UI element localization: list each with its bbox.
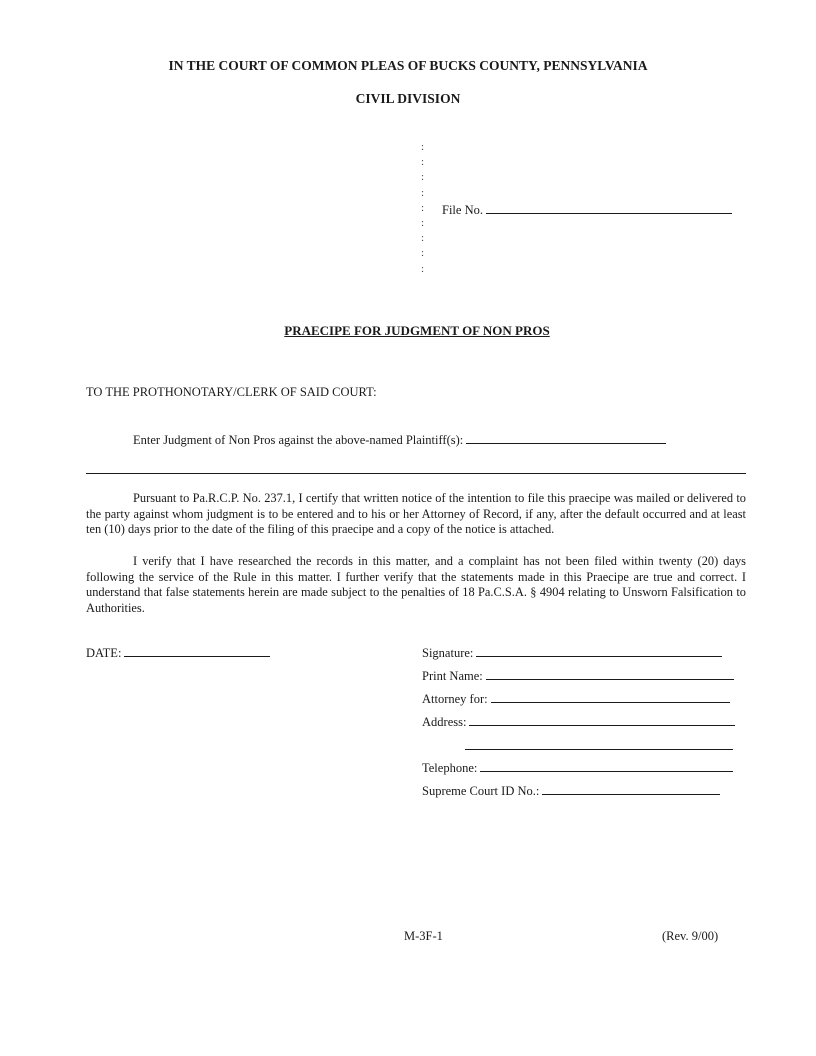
- telephone-label: Telephone:: [422, 761, 478, 775]
- caption-colon: :: [421, 262, 425, 275]
- address-field-line-2[interactable]: [465, 749, 733, 750]
- address-field[interactable]: [469, 713, 735, 726]
- file-no-field[interactable]: [486, 201, 732, 214]
- file-no-row: [442, 201, 732, 218]
- court-heading: IN THE COURT OF COMMON PLEAS OF BUCKS COUNTY, PENNSYLVANIA: [168, 58, 648, 73]
- revision-date: (Rev. 9/00): [662, 929, 719, 943]
- caption-colon: :: [421, 171, 425, 184]
- date-field[interactable]: [124, 644, 270, 657]
- print-name-field[interactable]: [486, 667, 734, 680]
- caption-colon-column: [421, 140, 429, 277]
- signature-label: Signature:: [422, 646, 474, 660]
- caption-colon: :: [421, 232, 425, 245]
- print-name-row: [422, 667, 734, 684]
- signature-field[interactable]: [476, 644, 722, 657]
- address-row: [422, 713, 735, 730]
- attorney-for-label: Attorney for:: [422, 692, 488, 706]
- caption-colon: :: [421, 186, 425, 199]
- telephone-field[interactable]: [480, 759, 733, 772]
- supreme-court-id-field[interactable]: [542, 782, 720, 795]
- caption-colon: :: [421, 247, 425, 260]
- attorney-for-row: [422, 690, 730, 707]
- address-label: Address:: [422, 715, 467, 729]
- document-title-wrap: [0, 323, 816, 339]
- caption-colon: :: [421, 141, 425, 153]
- separator-line: [86, 473, 746, 474]
- date-label: DATE:: [86, 646, 122, 660]
- print-name-label: Print Name:: [422, 669, 483, 683]
- supreme-court-id-label: Supreme Court ID No.:: [422, 784, 540, 798]
- telephone-row: [422, 759, 733, 776]
- certification-paragraph: Pursuant to Pa.R.C.P. No. 237.1, I certify that written notice of the intention to file this praecipe was mailed or delivered to the party against whom judgment is to be entered and to his or her Attorney of Record, if any, after the default occurred and at least ten (10) days prior to the date of the filing of this praecipe and a copy of the notice is attached.: [86, 491, 746, 537]
- signature-row: [422, 644, 722, 661]
- addressee: TO THE PROTHONOTARY/CLERK OF SAID COURT:: [86, 385, 377, 399]
- caption-colon: :: [421, 216, 425, 229]
- document-title: PRAECIPE FOR JUDGMENT OF NON PROS: [284, 323, 550, 338]
- division-heading: CIVIL DIVISION: [355, 91, 461, 106]
- supreme-court-id-row: [422, 782, 720, 799]
- form-number: M-3F-1: [404, 929, 443, 943]
- verification-paragraph: I verify that I have researched the records in this matter, and a complaint has not been filed within twenty (20) days following the service of the Rule in this matter. I further verify that the statements made in this Praecipe are true and correct. I understand that false statements herein are made subject to the penalties of 18 Pa.C.S.A. § 4904 relating to Unsworn Falsification to Authorities.: [86, 554, 746, 615]
- file-no-label: File No.: [442, 203, 483, 217]
- plaintiff-field[interactable]: [466, 431, 666, 444]
- caption-colon: :: [421, 201, 425, 214]
- caption-colon: :: [421, 156, 425, 169]
- enter-judgment-row: [133, 431, 666, 448]
- date-row: [86, 644, 270, 661]
- attorney-for-field[interactable]: [491, 690, 730, 703]
- enter-judgment-text: Enter Judgment of Non Pros against the above-named Plaintiff(s):: [133, 433, 464, 447]
